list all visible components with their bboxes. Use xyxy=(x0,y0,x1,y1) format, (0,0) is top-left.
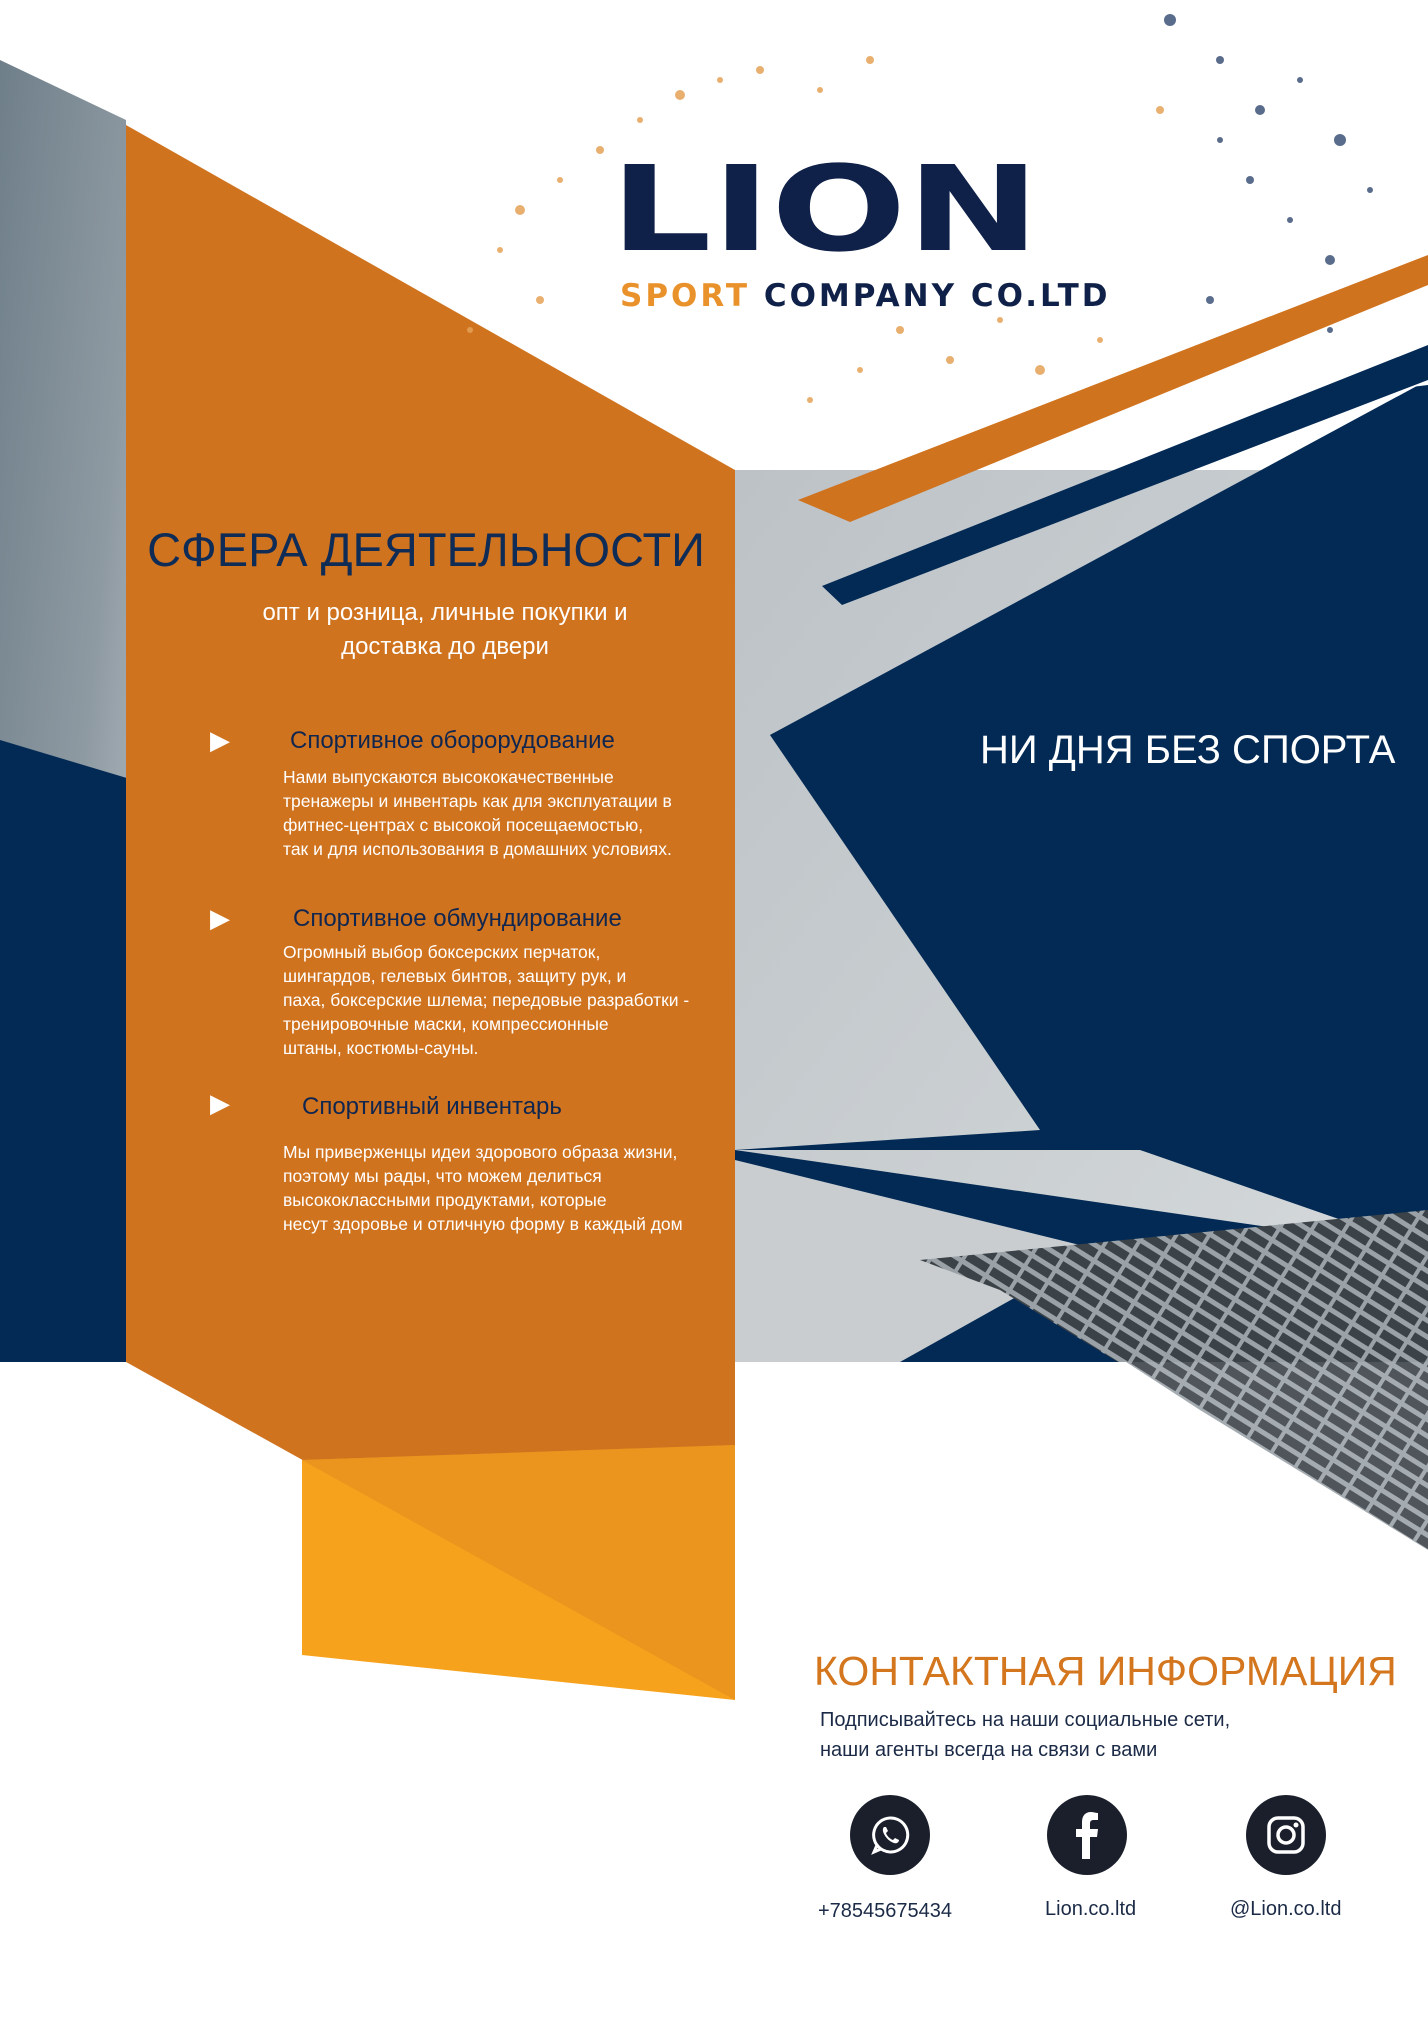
item-desc-gear xyxy=(283,940,763,1060)
item-title-equipment: Спортивное обороруд​ование xyxy=(290,727,615,754)
item-desc-line: Нами выпускаются высококачественные xyxy=(283,767,614,787)
whatsapp-phone[interactable]: +78545675434 xyxy=(818,1900,953,1922)
item-desc-line: паха, боксерские шлема; передовые разработки - xyxy=(283,990,690,1010)
instagram-button[interactable] xyxy=(1246,1795,1326,1875)
item-desc-line: высококлассными продуктами, которые xyxy=(283,1190,607,1210)
play-bullet-icon: ▶ xyxy=(210,1088,230,1118)
play-bullet-icon: ▶ xyxy=(210,725,230,755)
item-desc-line: фитнес-центрах с высокой посещаемостью, xyxy=(283,815,644,835)
logo-tag-company: COMPANY CO.LTD xyxy=(763,278,1111,314)
item-desc-line: несут здоровье и отличную форму в каждый дом xyxy=(283,1214,683,1234)
instagram-handle[interactable]: @Lion.co.ltd xyxy=(1230,1898,1342,1920)
sphere-subtitle-line-1: опт и розница, личные покупки и xyxy=(262,599,628,626)
play-bullet-icon: ▶ xyxy=(210,903,230,933)
logo-tagline xyxy=(620,278,1111,314)
item-title-gear: Спортивное обмундирование xyxy=(293,905,622,932)
item-desc-line: Огромный выбор боксерских перчаток, xyxy=(283,942,601,962)
item-desc-line: тренировочные маски, компрессионные xyxy=(283,1014,609,1034)
item-desc-line: штаны, костюмы-сауны. xyxy=(283,1038,479,1058)
logo-tag-sport: SPORT xyxy=(620,278,751,314)
contact-title: КОНТАКТНАЯ ИНФОРМАЦИЯ xyxy=(814,1648,1397,1694)
facebook-icon xyxy=(1065,1809,1109,1861)
facebook-button[interactable] xyxy=(1047,1795,1127,1875)
item-desc-line: так и для использования в домашних условиях. xyxy=(283,839,672,859)
item-desc-line: тренажеры и инвентарь как для эксплуатации в xyxy=(283,791,672,811)
item-desc-equipment xyxy=(283,765,763,861)
item-title-inventory: Спортивный инвентарь xyxy=(302,1093,562,1120)
contact-subtitle-line-1: Подписывайтесь на наши социальные сети, xyxy=(820,1709,1231,1731)
slogan: НИ ДНЯ БЕЗ СПОРТА xyxy=(980,728,1396,772)
whatsapp-icon xyxy=(868,1813,912,1857)
facebook-handle[interactable]: Lion.co.ltd xyxy=(1045,1898,1137,1920)
instagram-icon xyxy=(1264,1813,1308,1857)
whatsapp-button[interactable] xyxy=(850,1795,930,1875)
sphere-subtitle-line-2: доставка до двери xyxy=(341,633,549,660)
item-desc-line: поэтому мы рады, что можем делиться xyxy=(283,1166,602,1186)
item-desc-line: Мы приверженцы идеи здорового образа жизни, xyxy=(283,1142,678,1162)
lion-logo xyxy=(610,150,1040,270)
contact-subtitle xyxy=(820,1705,1300,1765)
sphere-title: СФЕРА ДЕЯТЕЛЬНОСТИ xyxy=(147,523,705,576)
logo-word: LION xyxy=(610,150,1040,270)
item-desc-line: шингардов, гелевых бинтов, защиту рук, и xyxy=(283,966,627,986)
sphere-subtitle xyxy=(170,596,720,664)
contact-subtitle-line-2: наши агенты всегда на связи с вами xyxy=(820,1739,1158,1761)
item-desc-inventory xyxy=(283,1140,763,1236)
